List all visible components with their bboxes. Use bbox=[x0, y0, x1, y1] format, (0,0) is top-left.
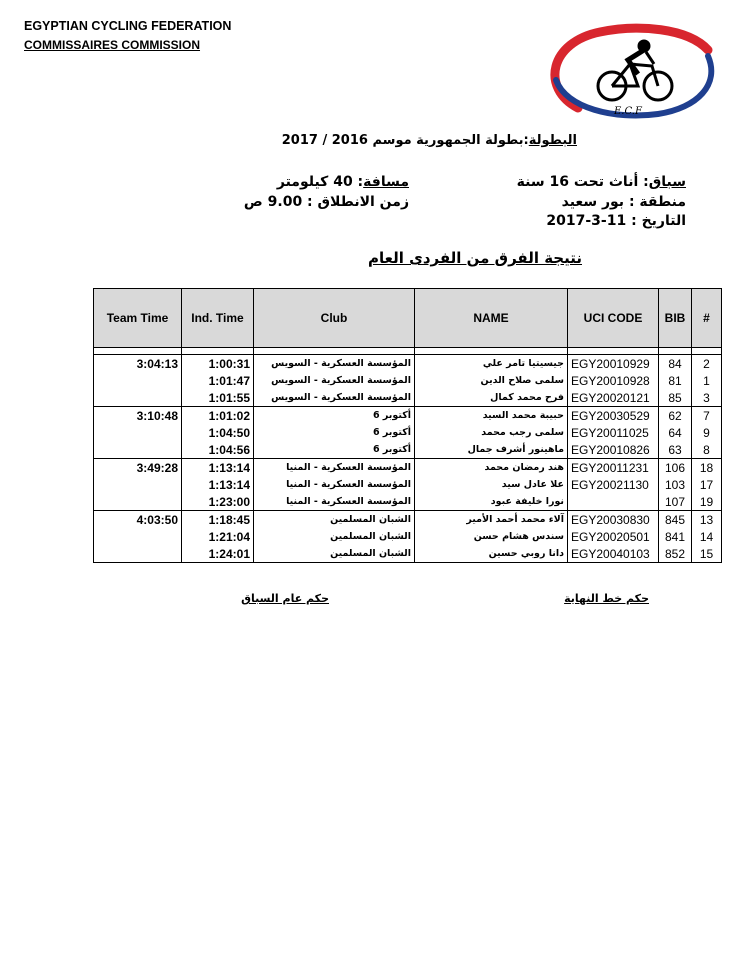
team-time-cell bbox=[94, 424, 182, 441]
date-line: التاريخ : 11-3-2017 bbox=[546, 213, 686, 229]
name-cell: سلمى رجب محمد bbox=[415, 424, 568, 441]
ind-time-cell: 1:23:00 bbox=[182, 493, 254, 511]
bib-cell: 106 bbox=[659, 459, 692, 477]
club-cell: الشبان المسلمين bbox=[254, 511, 415, 529]
name-cell: حبيبة محمد السيد bbox=[415, 407, 568, 425]
name-cell: سلمى صلاح الدين bbox=[415, 372, 568, 389]
commission-name: COMMISSAIRES COMMISSION bbox=[24, 38, 201, 52]
results-title: نتيجة الفرق من الفردى العام bbox=[368, 249, 582, 267]
uci-code-cell: EGY20020121 bbox=[568, 389, 659, 407]
table-row bbox=[94, 528, 722, 545]
bib-cell: 63 bbox=[659, 441, 692, 459]
name-cell: دانا روبي حسين bbox=[415, 545, 568, 563]
table-row bbox=[94, 441, 722, 459]
uci-code-cell: EGY20010928 bbox=[568, 372, 659, 389]
ind-time-cell: 1:04:50 bbox=[182, 424, 254, 441]
bib-cell: 64 bbox=[659, 424, 692, 441]
bib-cell: 841 bbox=[659, 528, 692, 545]
col-club: Club bbox=[254, 289, 415, 348]
team-time-cell: 3:10:48 bbox=[94, 407, 182, 425]
table-row bbox=[94, 424, 722, 441]
bib-cell: 107 bbox=[659, 493, 692, 511]
table-row bbox=[94, 476, 722, 493]
ind-time-cell: 1:24:01 bbox=[182, 545, 254, 563]
position-cell: 9 bbox=[692, 424, 722, 441]
club-cell: المؤسسة العسكرية - المنيا bbox=[254, 459, 415, 477]
ind-time-cell: 1:01:47 bbox=[182, 372, 254, 389]
table-row bbox=[94, 407, 722, 425]
uci-code-cell: EGY20011025 bbox=[568, 424, 659, 441]
col-position: # bbox=[692, 289, 722, 348]
team-time-cell bbox=[94, 441, 182, 459]
team-time-cell: 4:03:50 bbox=[94, 511, 182, 529]
team-time-cell bbox=[94, 476, 182, 493]
ind-time-cell: 1:04:56 bbox=[182, 441, 254, 459]
results-table bbox=[93, 288, 722, 563]
uci-code-cell: EGY20021130 bbox=[568, 476, 659, 493]
distance-value: : 40 كيلومتر bbox=[276, 174, 364, 190]
position-cell: 19 bbox=[692, 493, 722, 511]
uci-code-cell: EGY20010929 bbox=[568, 355, 659, 373]
championship-label: البطولة bbox=[528, 133, 577, 148]
championship-name: :بطولة الجمهورية موسم 2016 / 2017 bbox=[281, 133, 529, 148]
position-cell: 3 bbox=[692, 389, 722, 407]
position-cell: 8 bbox=[692, 441, 722, 459]
col-ind-time: Ind. Time bbox=[182, 289, 254, 348]
bib-cell: 85 bbox=[659, 389, 692, 407]
race-value: : أناث تحت 16 سنة bbox=[516, 174, 649, 190]
distance-label: مسافة bbox=[363, 174, 409, 190]
team-time-cell bbox=[94, 389, 182, 407]
position-cell: 17 bbox=[692, 476, 722, 493]
club-cell: الشبان المسلمين bbox=[254, 545, 415, 563]
federation-name: EGYPTIAN CYCLING FEDERATION bbox=[24, 19, 232, 33]
name-cell: ماهينور أشرف جمال bbox=[415, 441, 568, 459]
bib-cell: 852 bbox=[659, 545, 692, 563]
name-cell: آلاء محمد أحمد الأمير bbox=[415, 511, 568, 529]
position-cell: 1 bbox=[692, 372, 722, 389]
uci-code-cell: EGY20011231 bbox=[568, 459, 659, 477]
club-cell: أكتوبر 6 bbox=[254, 441, 415, 459]
club-cell: أكتوبر 6 bbox=[254, 424, 415, 441]
race-label: سباق bbox=[648, 174, 686, 190]
name-cell: فرح محمد كمال bbox=[415, 389, 568, 407]
race-line bbox=[517, 174, 686, 190]
ind-time-cell: 1:00:31 bbox=[182, 355, 254, 373]
ind-time-cell: 1:13:14 bbox=[182, 476, 254, 493]
spacer-row bbox=[94, 348, 722, 355]
table-row bbox=[94, 493, 722, 511]
position-cell: 15 bbox=[692, 545, 722, 563]
ecf-logo bbox=[548, 22, 720, 124]
club-cell: المؤسسة العسكرية - السويس bbox=[254, 372, 415, 389]
bib-cell: 845 bbox=[659, 511, 692, 529]
uci-code-cell: EGY20010826 bbox=[568, 441, 659, 459]
position-cell: 14 bbox=[692, 528, 722, 545]
bib-cell: 84 bbox=[659, 355, 692, 373]
results-body bbox=[94, 348, 722, 563]
table-row bbox=[94, 459, 722, 477]
position-cell: 18 bbox=[692, 459, 722, 477]
club-cell: المؤسسة العسكرية - المنيا bbox=[254, 476, 415, 493]
cyclist-icon bbox=[598, 41, 672, 100]
col-bib: BIB bbox=[659, 289, 692, 348]
table-row bbox=[94, 355, 722, 373]
bib-cell: 62 bbox=[659, 407, 692, 425]
table-header-row bbox=[94, 289, 722, 348]
team-time-cell bbox=[94, 545, 182, 563]
uci-code-cell: EGY20030830 bbox=[568, 511, 659, 529]
name-cell: نورا خليفة عبود bbox=[415, 493, 568, 511]
club-cell: الشبان المسلمين bbox=[254, 528, 415, 545]
team-time-cell: 3:04:13 bbox=[94, 355, 182, 373]
position-cell: 7 bbox=[692, 407, 722, 425]
position-cell: 2 bbox=[692, 355, 722, 373]
ind-time-cell: 1:01:02 bbox=[182, 407, 254, 425]
table-row bbox=[94, 372, 722, 389]
table-row bbox=[94, 389, 722, 407]
col-uci-code: UCI CODE bbox=[568, 289, 659, 348]
name-cell: هند رمضان محمد bbox=[415, 459, 568, 477]
club-cell: المؤسسة العسكرية - السويس bbox=[254, 389, 415, 407]
svg-text:E.C.F: E.C.F bbox=[614, 106, 642, 117]
bib-cell: 81 bbox=[659, 372, 692, 389]
col-name: NAME bbox=[415, 289, 568, 348]
ind-time-cell: 1:21:04 bbox=[182, 528, 254, 545]
team-time-cell bbox=[94, 372, 182, 389]
name-cell: علا عادل سيد bbox=[415, 476, 568, 493]
region-line: منطقة : بور سعيد bbox=[561, 194, 686, 210]
team-time-cell: 3:49:28 bbox=[94, 459, 182, 477]
team-time-cell bbox=[94, 493, 182, 511]
uci-code-cell: EGY20020501 bbox=[568, 528, 659, 545]
name-cell: سندس هشام حسن bbox=[415, 528, 568, 545]
chief-commissaire-label: حكم عام السباق bbox=[241, 592, 329, 605]
ind-time-cell: 1:18:45 bbox=[182, 511, 254, 529]
bib-cell: 103 bbox=[659, 476, 692, 493]
ind-time-cell: 1:01:55 bbox=[182, 389, 254, 407]
table-row bbox=[94, 545, 722, 563]
start-time-line: زمن الانطلاق : 9.00 ص bbox=[243, 194, 409, 210]
uci-code-cell: EGY20030529 bbox=[568, 407, 659, 425]
finish-judge-label: حكم خط النهاية bbox=[564, 592, 649, 605]
uci-code-cell: EGY20040103 bbox=[568, 545, 659, 563]
ind-time-cell: 1:13:14 bbox=[182, 459, 254, 477]
club-cell: المؤسسة العسكرية - السويس bbox=[254, 355, 415, 373]
uci-code-cell bbox=[568, 493, 659, 511]
name-cell: جيسيتيا تامر علي bbox=[415, 355, 568, 373]
table-row bbox=[94, 511, 722, 529]
club-cell: أكتوبر 6 bbox=[254, 407, 415, 425]
team-time-cell bbox=[94, 528, 182, 545]
distance-line bbox=[277, 174, 409, 190]
col-team-time: Team Time bbox=[94, 289, 182, 348]
club-cell: المؤسسة العسكرية - المنيا bbox=[254, 493, 415, 511]
position-cell: 13 bbox=[692, 511, 722, 529]
championship-title bbox=[282, 133, 577, 148]
